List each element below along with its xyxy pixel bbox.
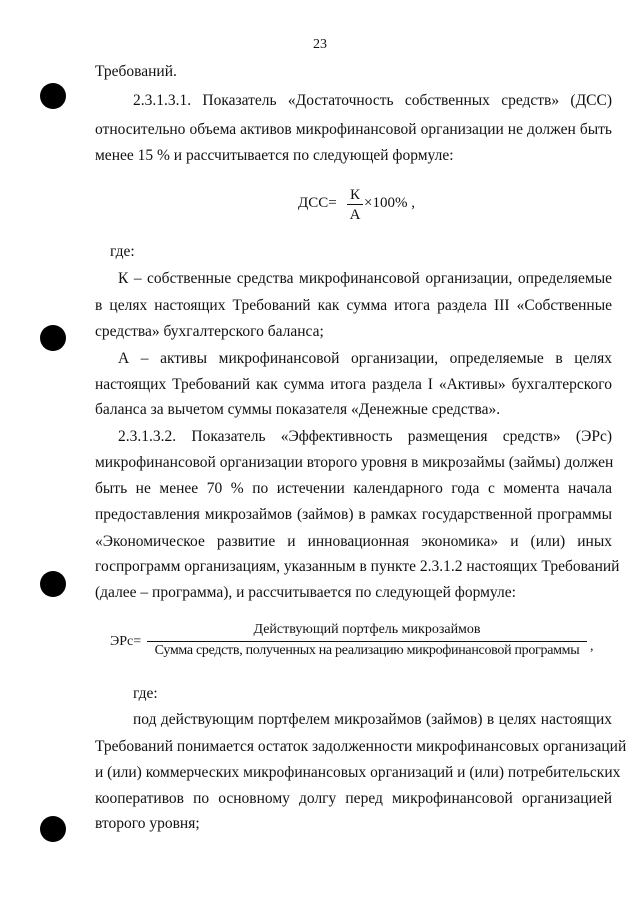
text-line: (далее – программа), и рассчитывается по следующей формуле: [95, 584, 516, 601]
where-label: где: [110, 243, 135, 260]
text-line: госпрограмм организациям, указанным в пункте 2.3.1.2 настоящих Требований [95, 558, 620, 575]
text-line: быть не менее 70 % по истечении календарного года с момента начала [95, 480, 612, 497]
text-line: средства» бухгалтерского баланса; [95, 323, 324, 340]
text-line: и (или) коммерческих микрофинансовых организаций и (или) потребительских [95, 764, 621, 781]
fraction-bar [347, 204, 363, 205]
formula-dss-rhs: ×100% , [364, 195, 415, 211]
formula-ers-denominator: Сумма средств, полученных на реализацию микрофинансовой программы [154, 643, 580, 658]
punch-hole-mark [40, 325, 66, 351]
punch-hole-mark [40, 83, 66, 109]
text-line: К – собственные средства микрофинансовой организации, определяемые [118, 270, 612, 287]
text-line: менее 15 % и рассчитывается по следующей формуле: [95, 147, 454, 164]
text-line: под действующим портфелем микрозаймов (займов) в целях настоящих [133, 711, 612, 728]
text-line: А – активы микрофинансовой организации, определяемые в целях [118, 350, 612, 367]
text-line: предоставления микрозаймов (займов) в рамках государственной программы [95, 506, 612, 523]
formula-dss-denominator: А [349, 207, 361, 223]
text-line: 2.3.1.3.2. Показатель «Эффективность размещения средств» (ЭРс) [118, 428, 612, 445]
formula-ers-comma: , [590, 639, 594, 654]
text-line: кооперативов по основному долгу перед микрофинансовой организацией [95, 790, 612, 807]
fraction-bar [147, 641, 587, 642]
page-number: 23 [313, 37, 327, 52]
text-line: 2.3.1.3.1. Показатель «Достаточность собственных средств» (ДСС) [133, 92, 612, 109]
text-line: относительно объема активов микрофинансовой организации не должен быть [95, 121, 612, 138]
formula-dss-lhs: ДСС= [298, 195, 337, 211]
text-line: Требований. [95, 63, 177, 80]
where-label: где: [133, 685, 158, 702]
punch-hole-mark [40, 571, 66, 597]
formula-ers [110, 622, 610, 666]
punch-hole-mark [40, 816, 66, 842]
formula-ers-lhs: ЭРс= [110, 634, 142, 649]
text-line: второго уровня; [95, 815, 200, 832]
text-line: Требований понимается остаток задолженности микрофинансовых организаций [95, 738, 627, 755]
text-line: баланса за вычетом суммы показателя «Денежные средства». [95, 401, 501, 418]
text-line: в целях настоящих Требований как сумма итога раздела III «Собственные [95, 297, 612, 314]
text-line: микрофинансовой организации второго уровня в микрозаймы (займы) должен [95, 454, 614, 471]
formula-dss-numerator: К [349, 187, 360, 203]
formula-ers-numerator: Действующий портфель микрозаймов [253, 622, 481, 637]
formula-dss-fraction [347, 187, 363, 223]
text-line: настоящих Требований как сумма итога раздела I «Активы» бухгалтерского [95, 376, 612, 393]
text-line: «Экономическое развитие и инновационная экономика» и (или) иных [95, 533, 612, 550]
